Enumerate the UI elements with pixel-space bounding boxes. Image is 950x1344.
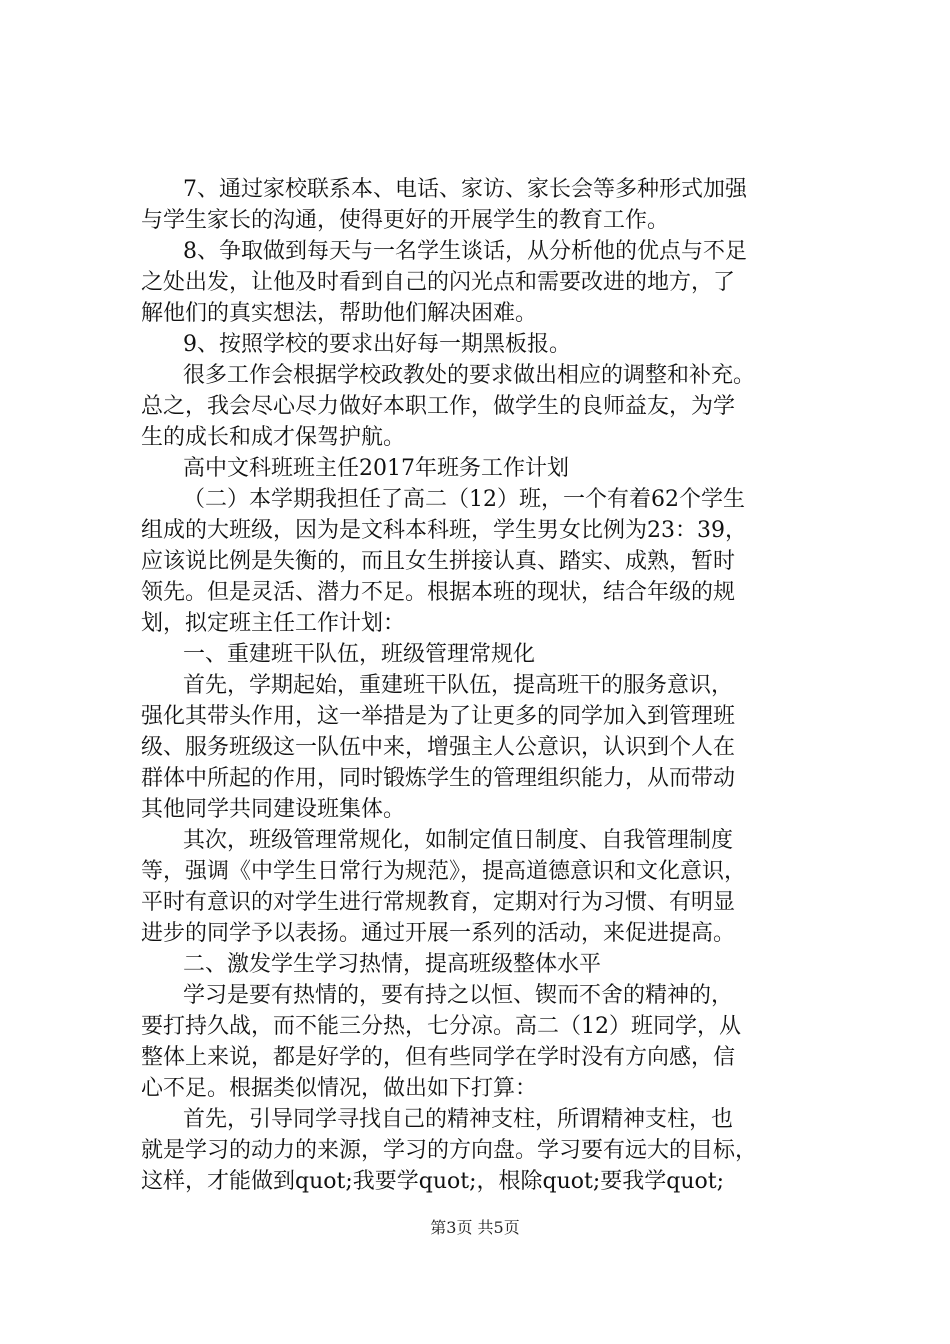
paragraph-line: 应该说比例是失衡的，而且女生拼接认真、踏实、成熟，暂时 xyxy=(141,549,736,574)
paragraph-line: 与学生家长的沟通，使得更好的开展学生的教育工作。 xyxy=(141,208,670,233)
paragraph-line: 组成的大班级，因为是文科本科班，学生男女比例为23：39， xyxy=(141,518,747,543)
paragraph-line: 很多工作会根据学校政教处的要求做出相应的调整和补充。 xyxy=(183,363,756,388)
paragraph-line: 其他同学共同建设班集体。 xyxy=(141,797,406,822)
paragraph-line: （二）本学期我担任了高二（12）班，一个有着62个学生 xyxy=(183,487,745,512)
paragraph-line: 首先，引导同学寻找自己的精神支柱，所谓精神支柱，也 xyxy=(183,1107,734,1132)
paragraph-line: 等，强调《中学生日常行为规范》，提高道德意识和文化意识， xyxy=(141,859,747,884)
document-body xyxy=(141,174,831,1197)
paragraph-line: 平时有意识的对学生进行常规教育，定期对行为习惯、有明显 xyxy=(141,890,736,915)
paragraph-line: 划，拟定班主任工作计划： xyxy=(141,611,406,636)
section-title: 高中文科班班主任2017年班务工作计划 xyxy=(183,456,569,481)
section-heading: 二、激发学生学习热情，提高班级整体水平 xyxy=(183,952,602,977)
paragraph-line: 7、通过家校联系本、电话、家访、家长会等多种形式加强 xyxy=(183,177,747,202)
paragraph-line: 总之，我会尽心尽力做好本职工作，做学生的良师益友，为学 xyxy=(141,394,736,419)
paragraph-line: 8、争取做到每天与一名学生谈话，从分析他的优点与不足 xyxy=(183,239,747,264)
paragraph-line: 其次，班级管理常规化，如制定值日制度、自我管理制度 xyxy=(183,828,734,853)
paragraph-line: 进步的同学予以表扬。通过开展一系列的活动，来促进提高。 xyxy=(141,921,736,946)
paragraph-line: 学习是要有热情的，要有持之以恒、锲而不舍的精神的， xyxy=(183,983,734,1008)
paragraph-line: 心不足。根据类似情况，做出如下打算： xyxy=(141,1076,538,1101)
paragraph-line: 级、服务班级这一队伍中来，增强主人公意识，认识到个人在 xyxy=(141,735,736,760)
paragraph-line: 要打持久战，而不能三分热，七分凉。高二（12）班同学，从 xyxy=(141,1014,741,1039)
paragraph-line: 强化其带头作用，这一举措是为了让更多的同学加入到管理班 xyxy=(141,704,736,729)
paragraph-line: 就是学习的动力的来源，学习的方向盘。学习要有远大的目标， xyxy=(141,1138,758,1163)
paragraph-line: 这样，才能做到quot;我要学quot;，根除quot;要我学quot; xyxy=(141,1169,725,1194)
paragraph-line: 9、按照学校的要求出好每一期黑板报。 xyxy=(183,332,571,357)
section-heading: 一、重建班干队伍，班级管理常规化 xyxy=(183,642,536,667)
paragraph-line: 生的成长和成才保驾护航。 xyxy=(141,425,406,450)
page-number-footer: 第3页 共5页 xyxy=(430,1218,520,1237)
paragraph-line: 群体中所起的作用，同时锻炼学生的管理组织能力，从而带动 xyxy=(141,766,736,791)
paragraph-line: 领先。但是灵活、潜力不足。根据本班的现状，结合年级的规 xyxy=(141,580,736,605)
paragraph-line: 整体上来说，都是好学的，但有些同学在学时没有方向感，信 xyxy=(141,1045,736,1070)
paragraph-line: 之处出发，让他及时看到自己的闪光点和需要改进的地方，了 xyxy=(141,270,736,295)
paragraph-line: 解他们的真实想法，帮助他们解决困难。 xyxy=(141,301,538,326)
paragraph-line: 首先，学期起始，重建班干队伍，提高班干的服务意识， xyxy=(183,673,734,698)
